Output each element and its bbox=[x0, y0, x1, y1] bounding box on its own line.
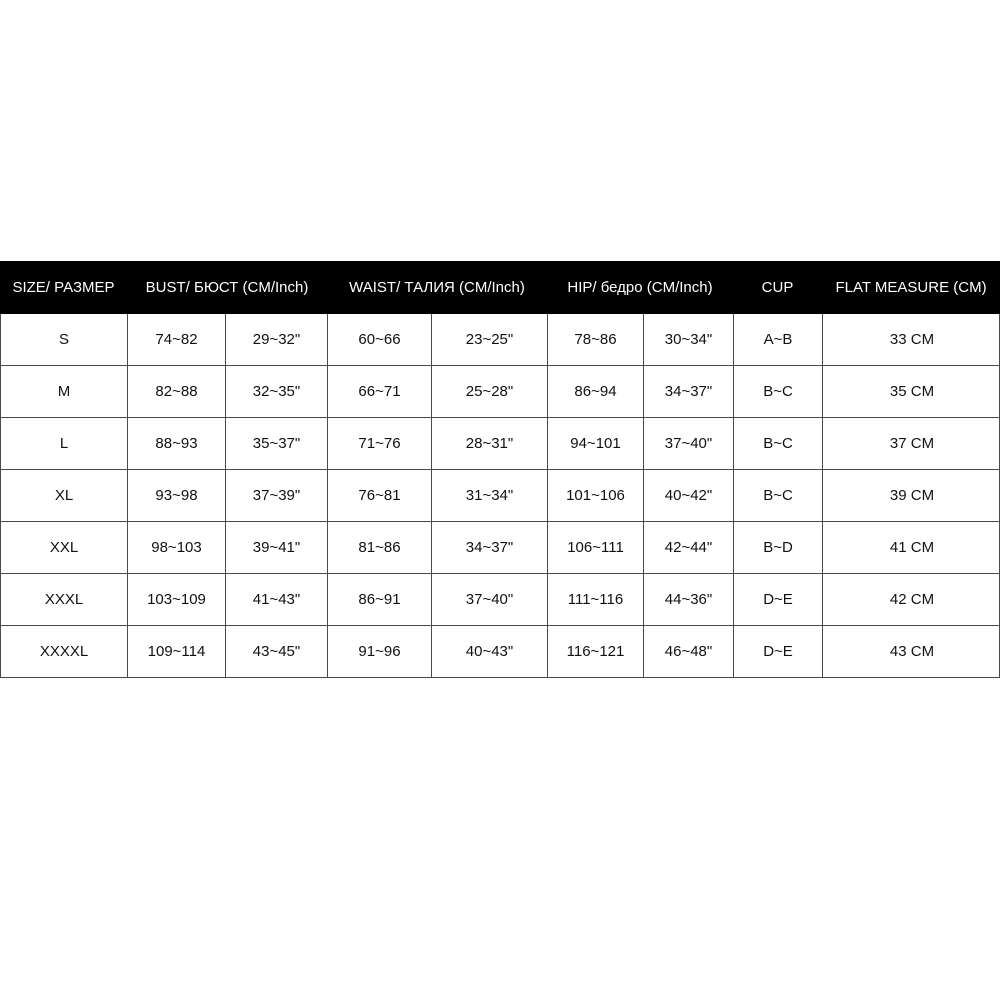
cell-flat-measure: 42 CM bbox=[889, 591, 935, 608]
cell-size: XXXL bbox=[1, 574, 128, 625]
cell-bust-cm: 93~98 bbox=[128, 470, 226, 521]
table-row bbox=[1, 366, 1000, 418]
cell-size: XXXXL bbox=[1, 626, 128, 677]
table-row bbox=[1, 314, 1000, 366]
table-row bbox=[1, 574, 1000, 626]
cell-bust-inch: 29~32" bbox=[226, 314, 328, 365]
cell-hip-inch: 42~44" bbox=[644, 522, 734, 573]
cell-waist-cm: 86~91 bbox=[328, 574, 432, 625]
table-row bbox=[1, 470, 1000, 522]
cell-bust-cm: 103~109 bbox=[128, 574, 226, 625]
cell-waist-inch: 23~25" bbox=[432, 314, 548, 365]
cell-hip-cm: 116~121 bbox=[548, 626, 644, 677]
cell-hip-cm: 106~111 bbox=[548, 522, 644, 573]
cell-flat-measure: 33 CM bbox=[889, 331, 935, 348]
cell-hip-cm: 111~116 bbox=[548, 574, 644, 625]
cell-cup: B~C bbox=[734, 366, 823, 417]
header-waist: WAIST/ ТАЛИЯ (CM/Inch) bbox=[349, 279, 525, 296]
table-header bbox=[0, 261, 1000, 314]
cell-waist-inch: 31~34" bbox=[432, 470, 548, 521]
cell-cup: B~D bbox=[734, 522, 823, 573]
cell-cup: D~E bbox=[734, 574, 823, 625]
cell-bust-inch: 41~43" bbox=[226, 574, 328, 625]
cell-bust-cm: 74~82 bbox=[128, 314, 226, 365]
table-body bbox=[0, 314, 1000, 678]
cell-flat-measure: 41 CM bbox=[889, 539, 935, 556]
cell-flat-measure: 39 CM bbox=[889, 487, 935, 504]
cell-waist-cm: 76~81 bbox=[328, 470, 432, 521]
cell-waist-cm: 91~96 bbox=[328, 626, 432, 677]
cell-waist-cm: 81~86 bbox=[328, 522, 432, 573]
header-size: SIZE/ РАЗМЕР bbox=[12, 279, 115, 296]
header-bust: BUST/ БЮСТ (CM/Inch) bbox=[145, 279, 309, 296]
table-row bbox=[1, 418, 1000, 470]
cell-bust-inch: 35~37" bbox=[226, 418, 328, 469]
cell-waist-inch: 37~40" bbox=[432, 574, 548, 625]
cell-waist-cm: 66~71 bbox=[328, 366, 432, 417]
cell-cup: B~C bbox=[734, 470, 823, 521]
cell-cup: A~B bbox=[734, 314, 823, 365]
cell-flat-measure: 43 CM bbox=[889, 643, 935, 660]
cell-waist-inch: 34~37" bbox=[432, 522, 548, 573]
cell-flat-measure: 35 CM bbox=[889, 383, 935, 400]
cell-hip-inch: 46~48" bbox=[644, 626, 734, 677]
cell-waist-inch: 28~31" bbox=[432, 418, 548, 469]
cell-bust-cm: 109~114 bbox=[128, 626, 226, 677]
cell-size: S bbox=[1, 314, 128, 365]
cell-size: XXL bbox=[1, 522, 128, 573]
cell-hip-inch: 44~36" bbox=[644, 574, 734, 625]
header-flat-measure: FLAT MEASURE (CM) bbox=[835, 279, 987, 296]
cell-waist-inch: 25~28" bbox=[432, 366, 548, 417]
cell-bust-cm: 98~103 bbox=[128, 522, 226, 573]
table-row bbox=[1, 522, 1000, 574]
cell-size: XL bbox=[1, 470, 128, 521]
cell-cup: D~E bbox=[734, 626, 823, 677]
cell-hip-inch: 40~42" bbox=[644, 470, 734, 521]
cell-bust-inch: 32~35" bbox=[226, 366, 328, 417]
cell-waist-cm: 71~76 bbox=[328, 418, 432, 469]
cell-hip-cm: 86~94 bbox=[548, 366, 644, 417]
cell-size: L bbox=[1, 418, 128, 469]
cell-hip-cm: 101~106 bbox=[548, 470, 644, 521]
cell-size: M bbox=[1, 366, 128, 417]
cell-waist-cm: 60~66 bbox=[328, 314, 432, 365]
cell-bust-inch: 43~45" bbox=[226, 626, 328, 677]
header-cup: CUP bbox=[761, 279, 794, 296]
cell-waist-inch: 40~43" bbox=[432, 626, 548, 677]
cell-cup: B~C bbox=[734, 418, 823, 469]
table-row bbox=[1, 626, 1000, 678]
cell-flat-measure: 37 CM bbox=[889, 435, 935, 452]
size-chart-table bbox=[0, 261, 1000, 678]
cell-bust-inch: 37~39" bbox=[226, 470, 328, 521]
cell-hip-cm: 94~101 bbox=[548, 418, 644, 469]
cell-hip-inch: 30~34" bbox=[644, 314, 734, 365]
cell-hip-inch: 34~37" bbox=[644, 366, 734, 417]
cell-bust-cm: 82~88 bbox=[128, 366, 226, 417]
cell-hip-cm: 78~86 bbox=[548, 314, 644, 365]
cell-bust-inch: 39~41" bbox=[226, 522, 328, 573]
cell-bust-cm: 88~93 bbox=[128, 418, 226, 469]
cell-hip-inch: 37~40" bbox=[644, 418, 734, 469]
header-hip: HIP/ бедро (CM/Inch) bbox=[567, 279, 713, 296]
